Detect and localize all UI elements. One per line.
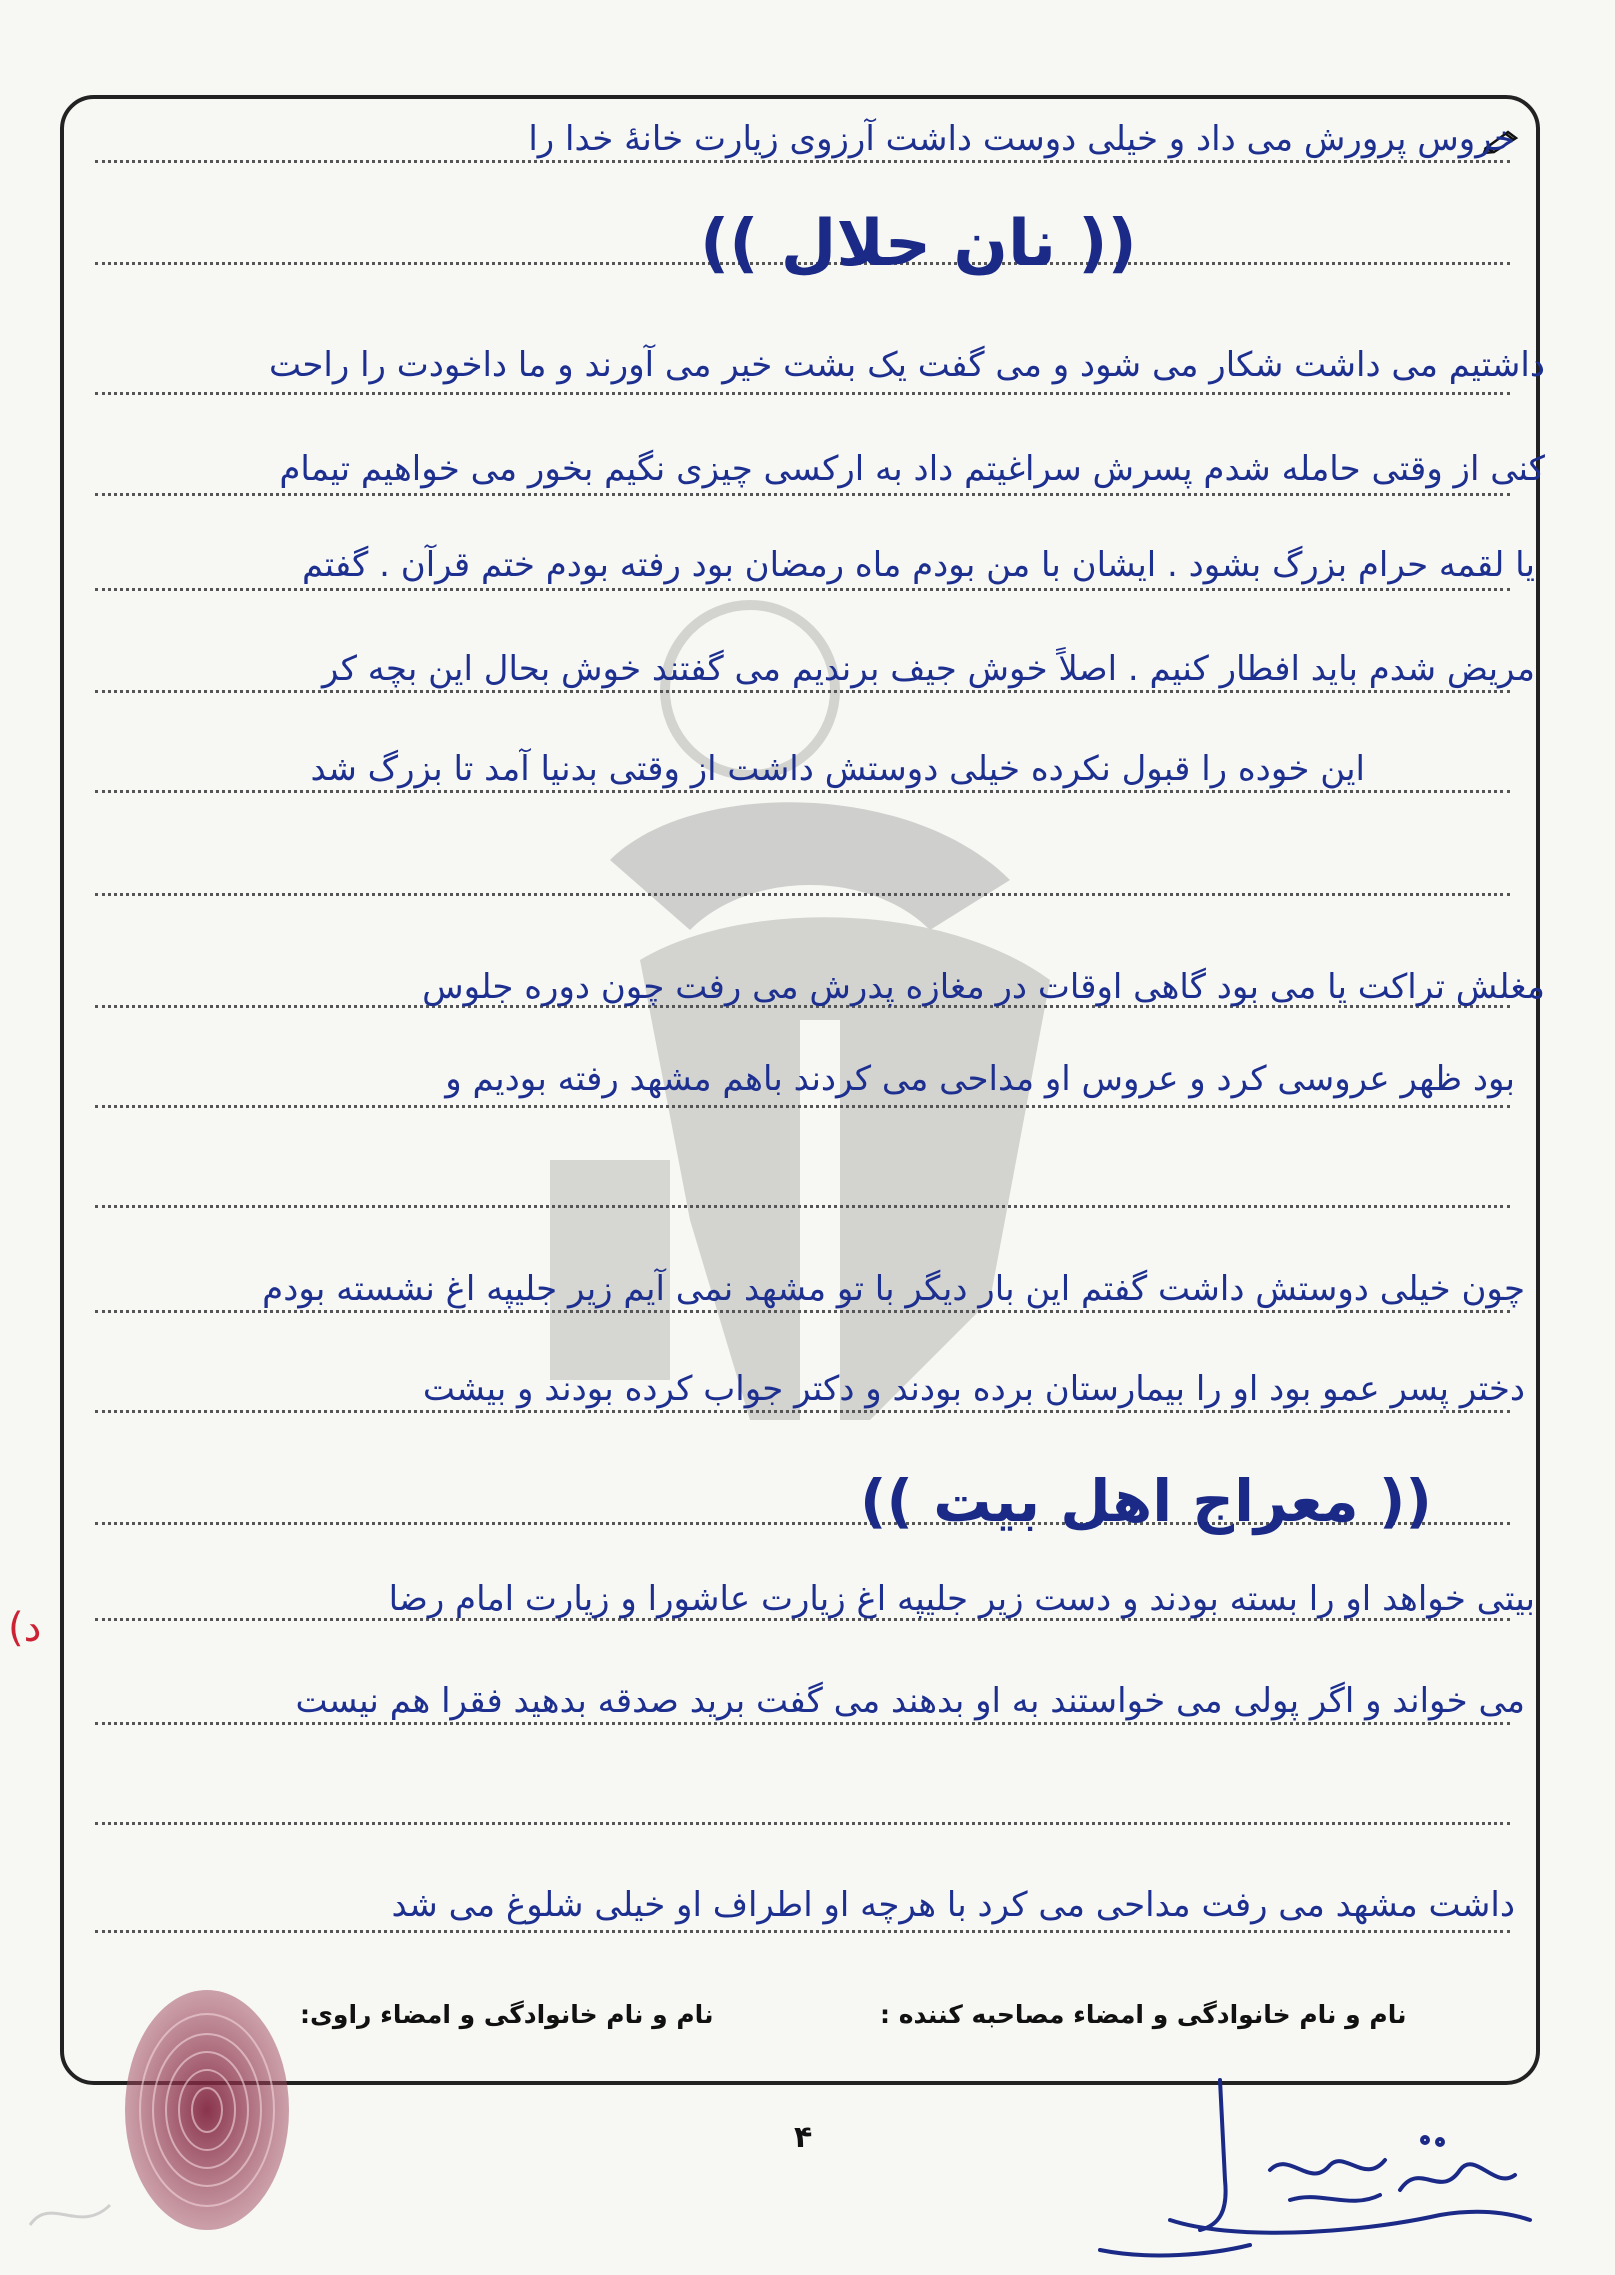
ruled-line — [95, 1722, 1510, 1725]
handwritten-line: دختر پسر عمو بود او را بیمارستان برده بودند و دکتر جواب کرده بودند و بیشت — [422, 1369, 1525, 1409]
faint-pencil-mark — [20, 2185, 130, 2245]
ruled-line — [95, 1822, 1510, 1825]
margin-note: (د — [8, 1605, 42, 1651]
handwritten-line: چون خیلی دوستش داشت گفتم این بار دیگر با تو مشهد نمی آیم زیر جلیپه اغ نشسته بودم — [262, 1269, 1525, 1309]
handwritten-line: داشت مشهد می رفت مداحی می کرد با هرچه او اطراف او خیلی شلوغ می شد — [391, 1885, 1515, 1925]
narrator-signature-label: نام و نام خانوادگی و امضاء راوی: — [300, 2000, 714, 2029]
handwritten-line: یا لقمه حرام بزرگ بشود . ایشان با من بودم ماه رمضان بود رفته بودم ختم قرآن . گفتم — [302, 545, 1535, 585]
ruled-line — [95, 690, 1510, 693]
page-number: ۴ — [794, 2120, 813, 2155]
ruled-line — [95, 1930, 1510, 1933]
handwritten-line: کنی از وقتی حامله شدم پسرش سراغیتم داد به ارکسی چیزی نگیم بخور می خواهیم تیمام — [279, 449, 1545, 489]
handwritten-line: می خواند و اگر پولی می خواستند به او بدهند می گفت برید صدقه بدهید فقرا هم نیست — [295, 1681, 1525, 1721]
ruled-line — [95, 1310, 1510, 1313]
handwritten-line: بیتی خواهد او را بسته بودند و دست زیر جلیپه اغ زیارت عاشورا و زیارت امام رضا — [388, 1579, 1535, 1619]
ruled-line — [95, 790, 1510, 793]
ruled-line — [95, 1205, 1510, 1208]
handwritten-line: داشتیم می داشت شکار می شود و می گفت یک بشت خیر می آورند و ما داخودت را راحت — [269, 345, 1545, 385]
ruled-line — [95, 392, 1510, 395]
handwritten-line: خروس پرورش می داد و خیلی دوست داشت آرزوی زیارت خانهٔ خدا را — [528, 119, 1515, 159]
handwritten-line: مغلش تراکت یا می بود گاهی اوقات در مغازه پدرش می رفت چون دوره جلوس — [422, 967, 1545, 1007]
ruled-line — [95, 493, 1510, 496]
signature-image — [970, 2060, 1550, 2260]
fingerprint-icon — [115, 1980, 300, 2240]
ruled-line — [95, 1410, 1510, 1413]
ruled-line — [95, 1105, 1510, 1108]
handwritten-line: مریض شدم باید افطار کنیم . اصلاً خوش جیف برندیم می گفتند خوش بحال این بچه کر — [321, 649, 1535, 689]
handwritten-line: بود ظهر عروسی کرد و عروس او مداحی می کردند باهم مشهد رفته بودیم و — [445, 1059, 1515, 1099]
ruled-line — [95, 160, 1510, 163]
ruled-line — [95, 893, 1510, 896]
handwritten-line: این خوده را قبول نکرده خیلی دوستش داشت از وقتی بدنیا آمد تا بزرگ شد — [310, 749, 1365, 789]
interviewer-signature-label: نام و نام خانوادگی و امضاء مصاحبه کننده : — [880, 2000, 1407, 2029]
section-heading: (( نان حلال )) — [700, 207, 1137, 281]
ruled-line — [95, 588, 1510, 591]
section-heading: (( معراج اهل بیت )) — [860, 1467, 1432, 1535]
